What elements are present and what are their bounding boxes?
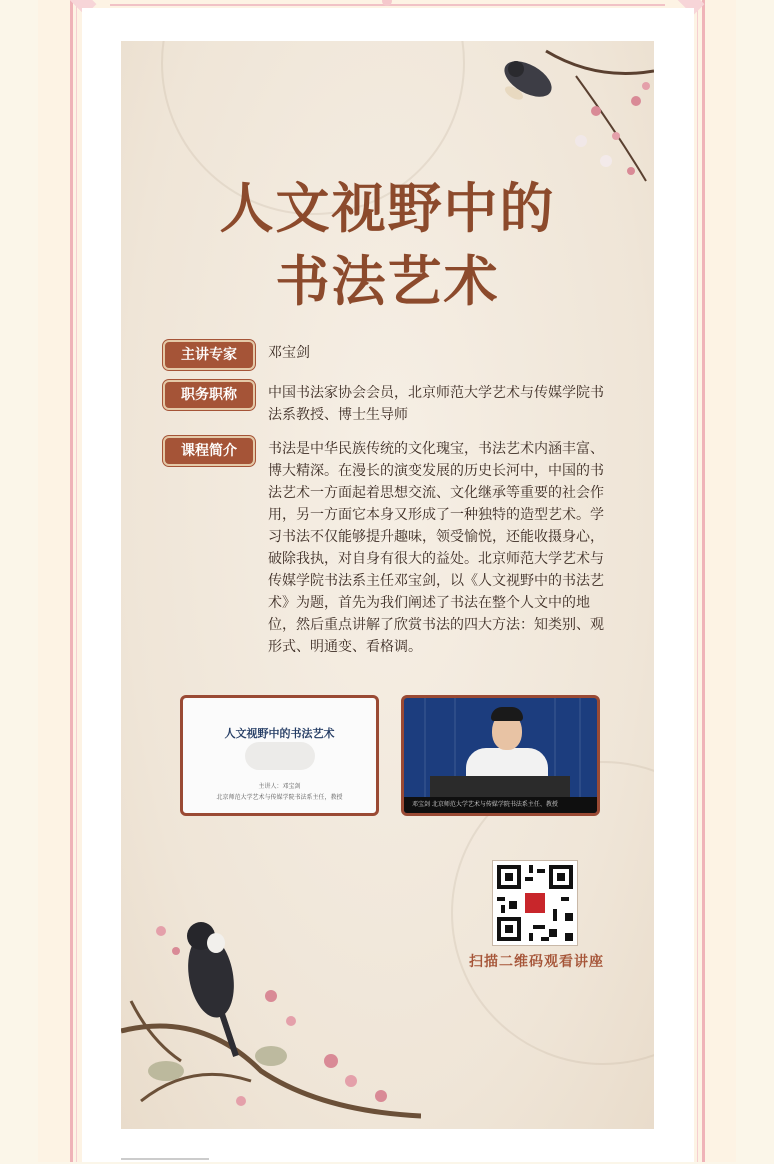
slide-thumbnail-speaker: 主讲人：邓宝剑 — [258, 783, 301, 790]
podium — [430, 776, 570, 798]
slide-thumbnail-title: 人文视野中的书法艺术 — [224, 727, 335, 740]
video-thumbnail — [401, 695, 600, 816]
frame-border-left-inner — [76, 0, 77, 1162]
bird-branch-illustration — [121, 881, 421, 1129]
frame-border-right — [702, 0, 705, 1162]
course-intro-label: 课程简介 — [163, 436, 255, 466]
poster-title-line1: 人文视野中的 — [219, 176, 556, 240]
speaker-hair — [491, 707, 523, 721]
slide-thumbnail-cloud — [245, 742, 315, 770]
title-position-text: 中国书法家协会会员，北京师范大学艺术与传媒学院书法系教授、博士生导师 — [268, 385, 604, 423]
frame-border-left — [70, 0, 73, 1162]
speaker-name: 邓宝剑 — [268, 345, 310, 361]
slide-thumbnail — [180, 695, 379, 816]
title-position-label: 职务职称 — [163, 380, 255, 410]
qr-code — [492, 860, 578, 946]
bottom-divider — [121, 1158, 209, 1164]
speaker-label: 主讲专家 — [163, 340, 255, 370]
video-caption: 邓宝剑 北京师范大学艺术与传媒学院书法系主任、教授 — [404, 797, 600, 813]
qr-caption: 扫描二维码观看讲座 — [469, 954, 604, 970]
frame-border-right-inner — [697, 0, 698, 1162]
slide-thumbnail-affiliation: 北京师范大学艺术与传媒学院书法系主任，教授 — [216, 794, 343, 801]
course-intro-text: 书法是中华民族传统的文化瑰宝，书法艺术内涵丰富、博大精深。在漫长的演变发展的历史长河中，中国的书法艺术一方面起着思想交流、文化继承等重要的社会作用，另一方面它本身又形成了一种独特的造型艺术。学习书法不仅能够提升趣味，领受愉悦，还能收摄身心，破除我执，对自身有很大的益处。北京师范大学艺术与传媒学院书法系主任邓宝剑，以《人文视野中的书法艺术》为题，首先为我们阐述了书法在整个人文中的地位，然后重点讲解了欣赏书法的四大方法：知类别、观形式、明通变、看格调。 — [268, 441, 604, 655]
lecture-poster — [121, 41, 654, 1129]
poster-title-line2: 书法艺术 — [275, 249, 500, 313]
